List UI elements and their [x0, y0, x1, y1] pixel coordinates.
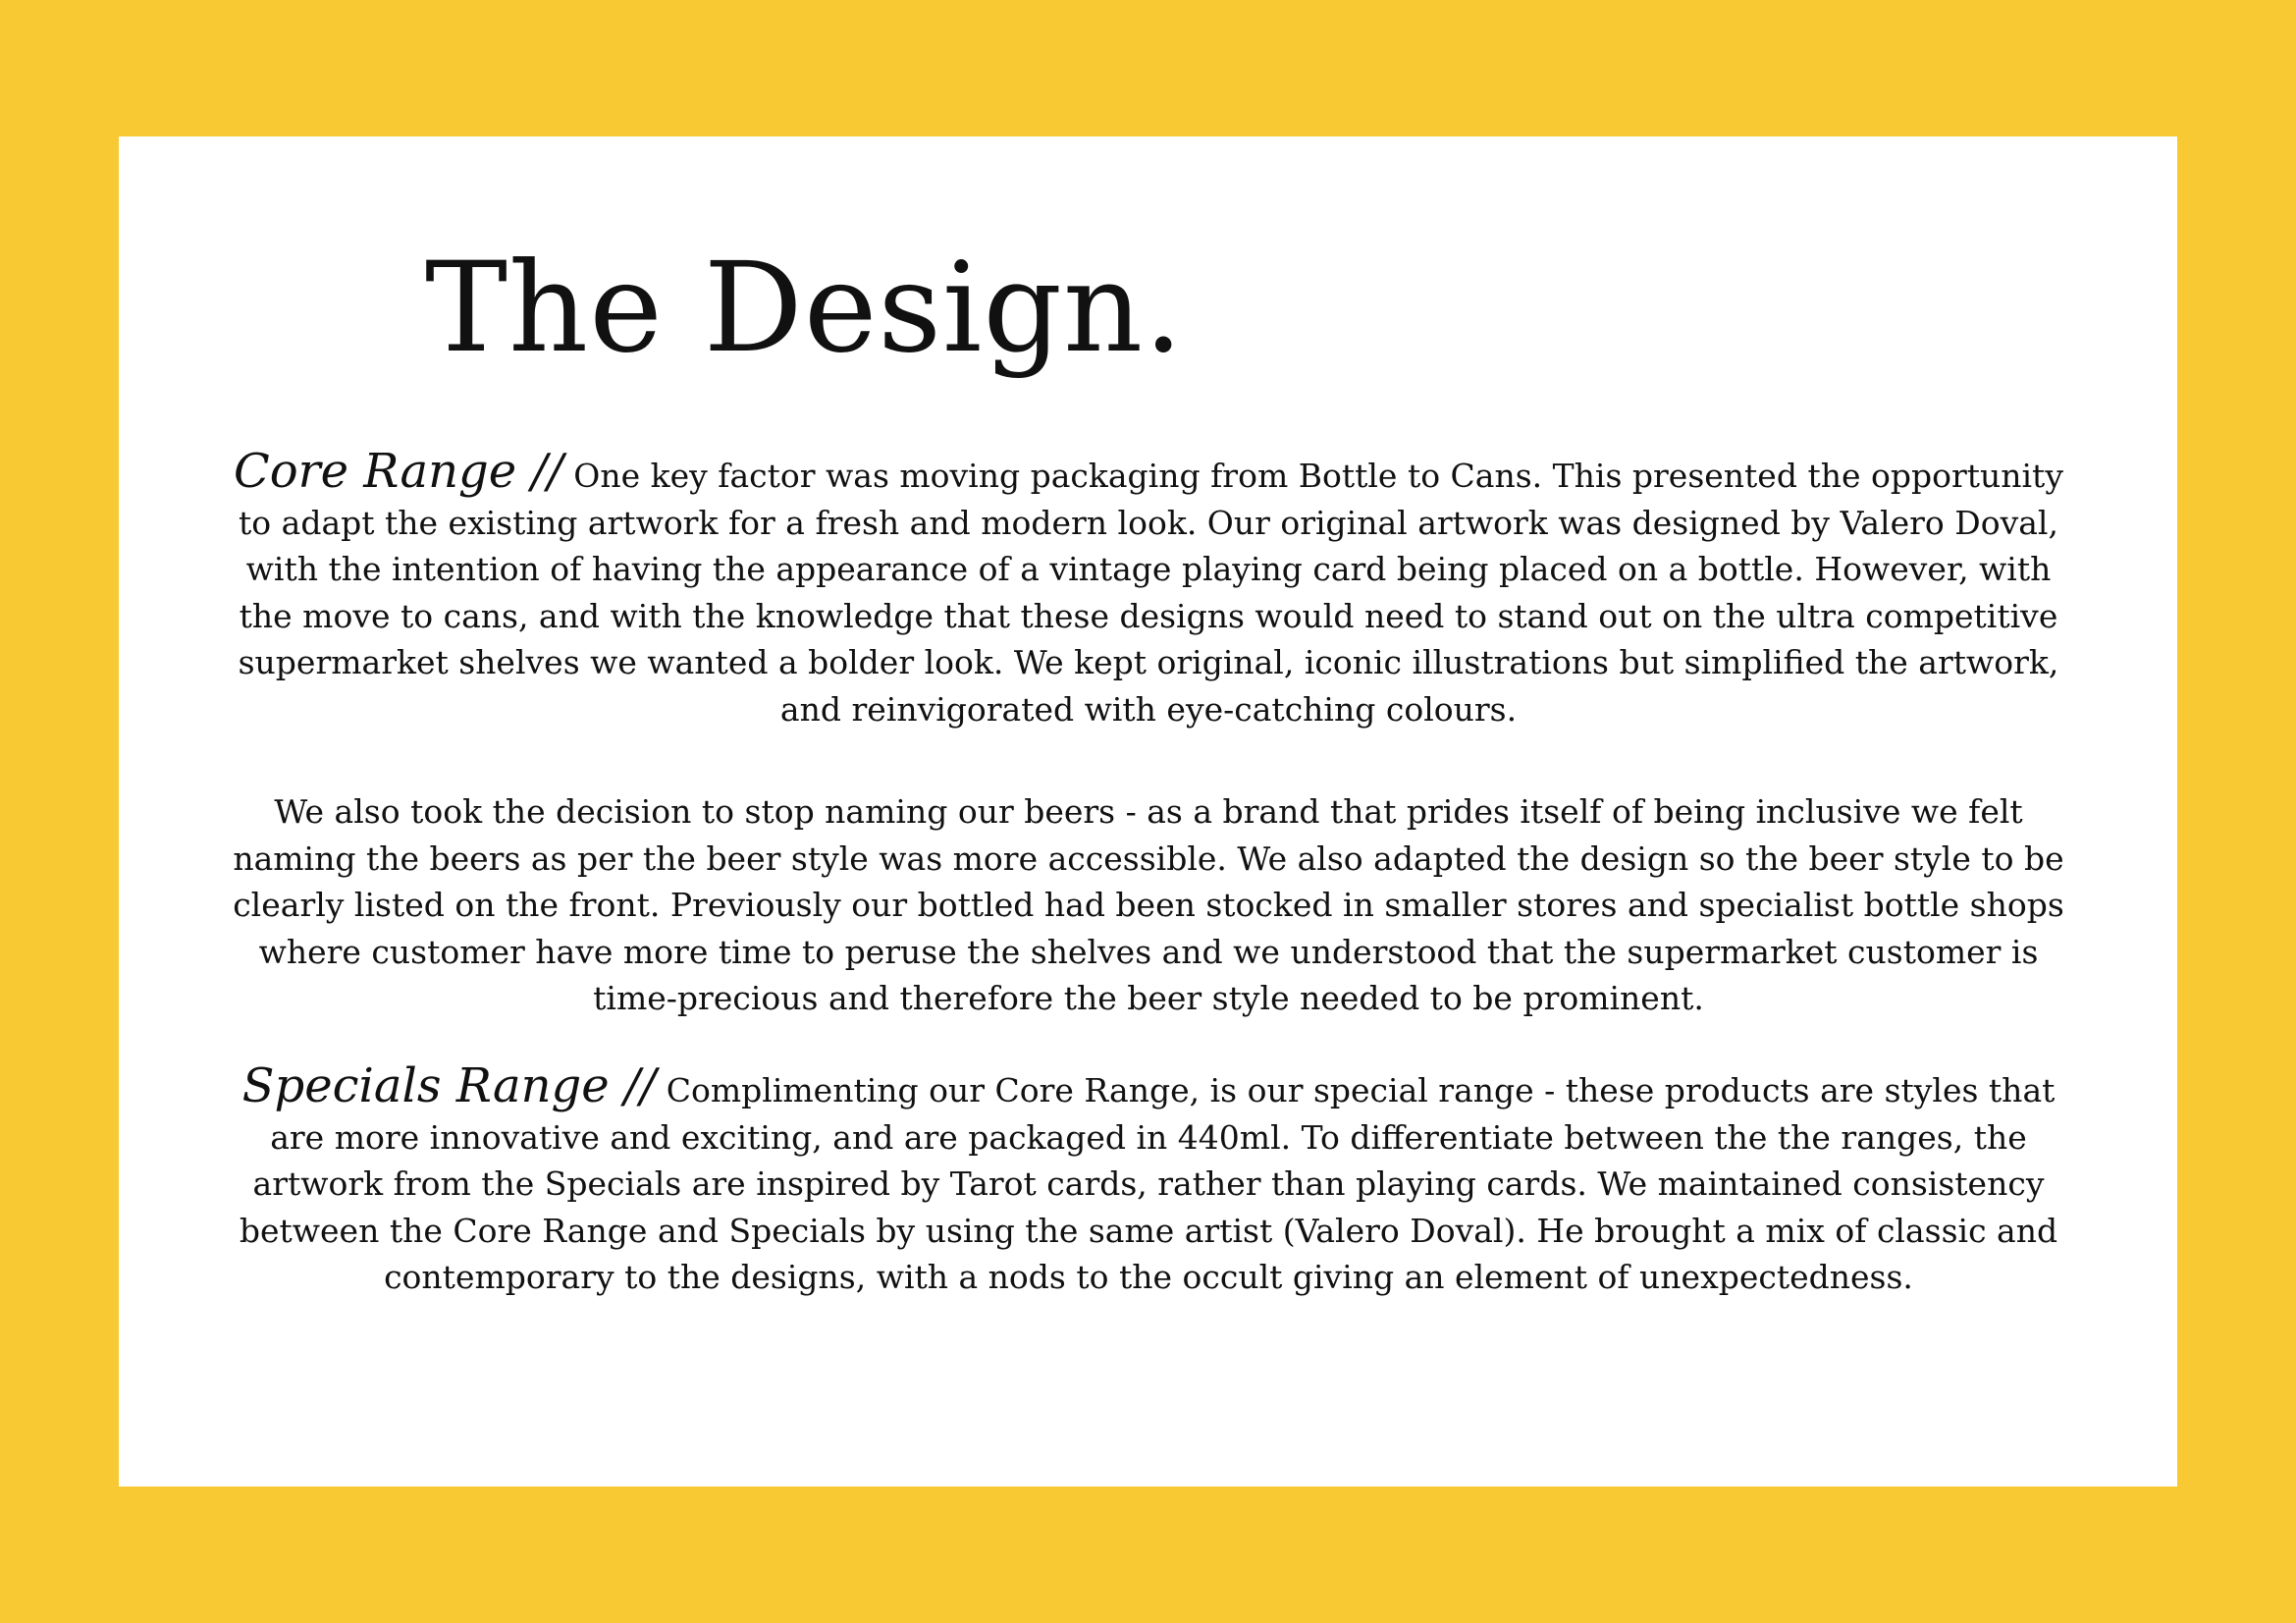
specials-range-heading: Specials Range // — [241, 1058, 657, 1113]
core-range-paragraph — [227, 444, 2070, 732]
core-range-heading: Core Range // — [234, 444, 563, 499]
beer-naming-paragraph: We also took the decision to stop naming our beers - as a brand that prides itself of being inclusive we felt naming the beers as per the beer style was more accessible. We also adapted the design so the beer style to be clearly listed on the front. Previously our bottled had been stocked in smaller stores and specialist bottle shops where customer have more time to peruse the shelves and we understood that the supermarket customer is time-precious and therefore the beer style needed to be prominent. — [233, 792, 2064, 1017]
specials-range-paragraph — [227, 1058, 2070, 1301]
specials-range-text: Complimenting our Core Range, is our special range - these products are styles that are more innovative and exciting, and are packaged in 440ml. To differentiate between the the ranges, the artwork from the Specials are inspired by Tarot cards, rather than playing cards. We maintained consistency between the Core Range and Specials by using the same artist (Valero Doval). He brought a mix of classic and contemporary to the designs, with a nods to the occult giving an element of unexpectedness. — [239, 1071, 2058, 1296]
page-title: The Design. — [425, 236, 1185, 380]
core-range-text: One key factor was moving packaging from Bottle to Cans. This presented the opportunity to adapt the existing artwork for a fresh and modern look. Our original artwork was designed by Valero Doval, with the intention of having the appearance of a vintage playing card being placed on a bottle. However, with the move to cans, and with the knowledge that these designs would need to stand out on the ultra competitive supermarket shelves we wanted a bolder look. We kept original, iconic illustrations but simplified the artwork, and reinvigorated with eye-catching colours. — [238, 457, 2063, 729]
content-panel — [119, 136, 2177, 1487]
